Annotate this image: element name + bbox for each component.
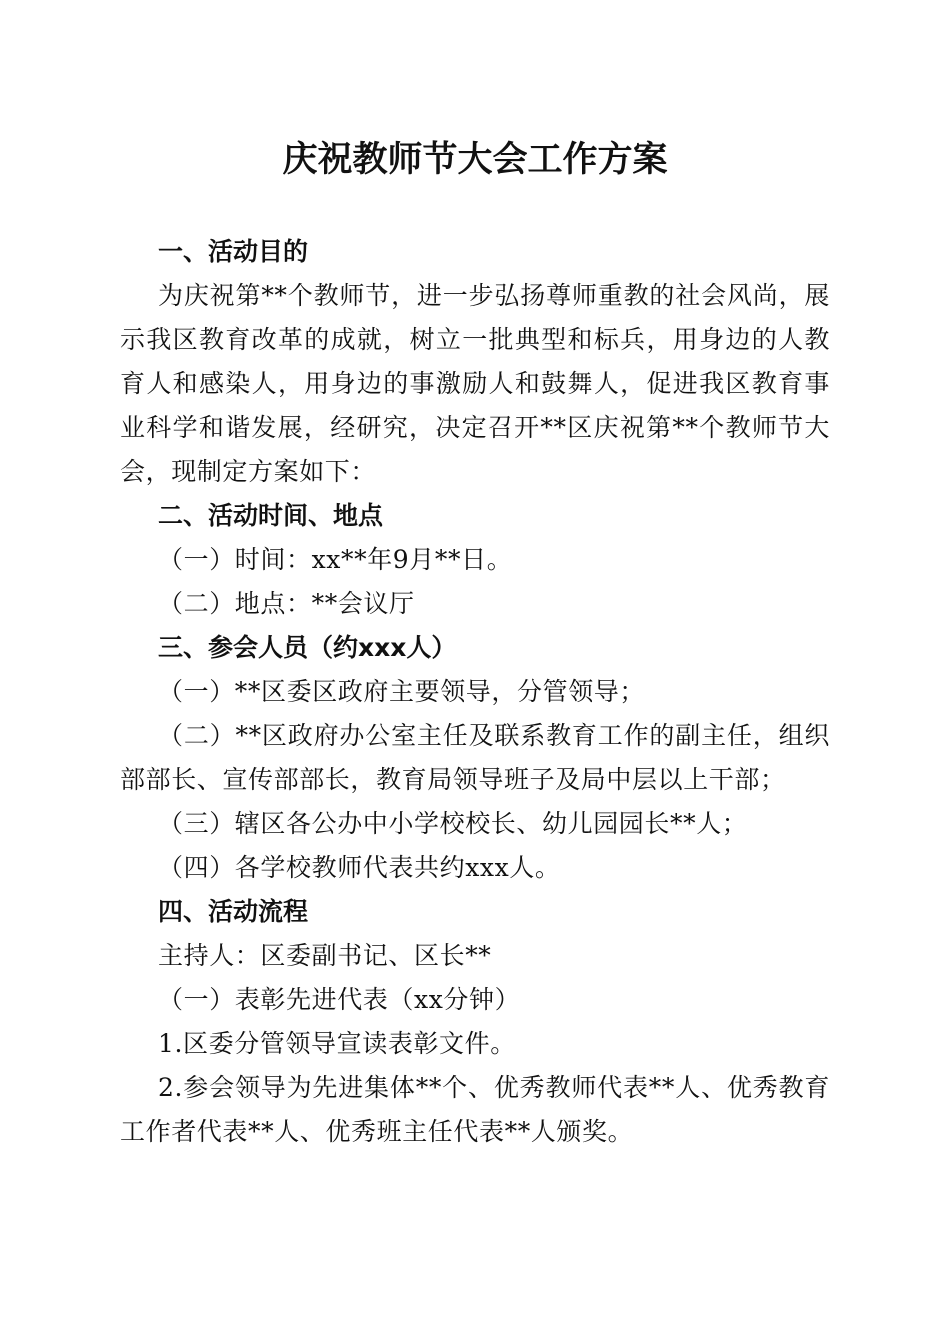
process-step-1: 1.区委分管领导宣读表彰文件。 [158, 1029, 516, 1058]
time-line: （一）时间：xx**年9月**日。 [158, 545, 513, 574]
document-title: 庆祝教师节大会工作方案 [282, 139, 668, 180]
document-body [120, 230, 830, 1154]
section-heading-attendees: 三、参会人员（约xxx人） [158, 633, 457, 662]
attendee-item-4: （四）各学校教师代表共约xxx人。 [158, 853, 561, 882]
host-line: 主持人：区委副书记、区长** [158, 941, 492, 970]
process-part-1: （一）表彰先进代表（xx分钟） [158, 985, 521, 1014]
attendee-item-2: （二）**区政府办公室主任及联系教育工作的副主任，组织部部长、宣传部部长，教育局领导班子及局中层以上干部； [120, 721, 830, 794]
process-step-2: 2.参会领导为先进集体**个、优秀教师代表**人、优秀教育工作者代表**人、优秀班主任代表**人颁奖。 [120, 1073, 830, 1146]
section-heading-process: 四、活动流程 [158, 897, 309, 926]
section-heading-time-place: 二、活动时间、地点 [158, 501, 384, 530]
purpose-paragraph: 为庆祝第**个教师节，进一步弘扬尊师重教的社会风尚，展示我区教育改革的成就，树立一批典型和标兵，用身边的人教育人和感染人，用身边的事激励人和鼓舞人，促进我区教育事业科学和谐发展，经研究，决定召开**区庆祝第**个教师节大会，现制定方案如下： [120, 281, 830, 486]
attendee-item-3: （三）辖区各公办中小学校校长、幼儿园园长**人； [158, 809, 748, 838]
attendee-item-1: （一）**区委区政府主要领导，分管领导； [158, 677, 646, 706]
place-line: （二）地点：**会议厅 [158, 589, 415, 618]
section-heading-purpose: 一、活动目的 [158, 237, 309, 266]
